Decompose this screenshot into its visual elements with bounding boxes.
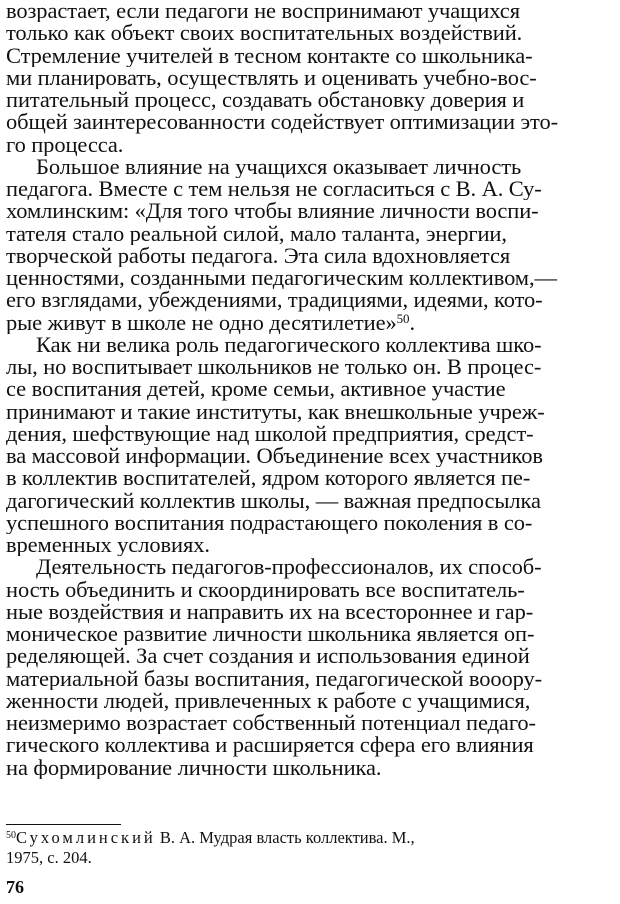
paragraph-start-line: Большое влияние на учащихся оказывает личность — [36, 155, 522, 178]
text-line: только как объект своих воспитательных воздействий. — [6, 22, 523, 45]
text-line: принимают и такие институты, как внешкольные учреж- — [6, 400, 545, 423]
footnote-author: Сухомлинский — [16, 828, 156, 847]
main-text — [6, 0, 616, 779]
footnote-number: 50 — [6, 830, 16, 841]
text-line: ределяющей. За счет создания и использования единой — [6, 645, 530, 668]
footnote-line — [6, 828, 618, 848]
paragraph-start-line: Как ни велика роль педагогического коллектива шко- — [36, 333, 542, 356]
text-line: ва массовой информации. Объединение всех участников — [6, 445, 543, 468]
text-line: ми планировать, осуществлять и оценивать учебно-вос- — [6, 66, 537, 89]
period: . — [409, 311, 415, 334]
text-line: педагога. Вместе с тем нельзя не согласиться с В. А. Су- — [6, 178, 542, 201]
text-line: дагогический коллектив школы, — важная предпосылка — [6, 489, 541, 512]
text-line: его взглядами, убеждениями, традициями, идеями, кото- — [6, 289, 543, 312]
footnote-marker: 50 — [396, 311, 410, 326]
text-line: в коллектив воспитателей, ядром которого является пе- — [6, 467, 531, 490]
text-line: возрастает, если педагоги не воспринимают учащихся — [6, 0, 520, 23]
text-line: гического коллектива и расширяется сфера его влияния — [6, 734, 534, 757]
text-line: женности людей, привлеченных к работе с учащимися, — [6, 689, 531, 712]
text-line: хомлинским: «Для того чтобы влияние личности воспи- — [6, 200, 539, 223]
text-line: дения, шефствующие над школой предприятия, средст- — [6, 422, 534, 445]
footnote-text: В. А. Мудрая власть коллектива. М., — [159, 828, 415, 847]
text-line: лы, но воспитывает школьников не только он. В процес- — [6, 356, 542, 379]
text-line-content: рые живут в школе не одно десятилетие» — [6, 311, 397, 334]
text-line: се воспитания детей, кроме семьи, активное участие — [6, 378, 506, 401]
text-line: го процесса. — [6, 133, 124, 156]
footnote — [6, 828, 618, 868]
text-line: творческой работы педагога. Эта сила вдохновляется — [6, 244, 511, 267]
text-line: ценностями, созданными педагогическим коллективом,— — [6, 267, 557, 290]
page-number: 76 — [6, 877, 24, 897]
text-line: материальной базы воспитания, педагогической вооору- — [6, 667, 543, 690]
paragraph-start-line: Деятельность педагогов-профессионалов, их способ- — [36, 556, 542, 579]
text-line: общей заинтересованности содействует оптимизации это- — [6, 111, 559, 134]
text-line: ные воздействия и направить их на всестороннее и гар- — [6, 600, 534, 623]
text-line: тателя стало реальной силой, мало таланта, энергии, — [6, 222, 507, 245]
footnote-divider — [6, 824, 121, 825]
text-line: успешного воспитания подрастающего поколения в со- — [6, 511, 533, 534]
text-line: ность объединить и скоординировать все воспитатель- — [6, 578, 525, 601]
text-line: питательный процесс, создавать обстановку доверия и — [6, 89, 525, 112]
text-line: временных условиях. — [6, 534, 210, 557]
text-line: Стремление учителей в тесном контакте со школьника- — [6, 44, 533, 67]
footnote-line: 1975, с. 204. — [6, 848, 92, 867]
text-line: неизмеримо возрастает собственный потенциал педаго- — [6, 712, 536, 735]
text-line-with-footnote — [6, 312, 616, 334]
text-line: на формирование личности школьника. — [6, 756, 382, 779]
text-line: моническое развитие личности школьника является оп- — [6, 623, 535, 646]
